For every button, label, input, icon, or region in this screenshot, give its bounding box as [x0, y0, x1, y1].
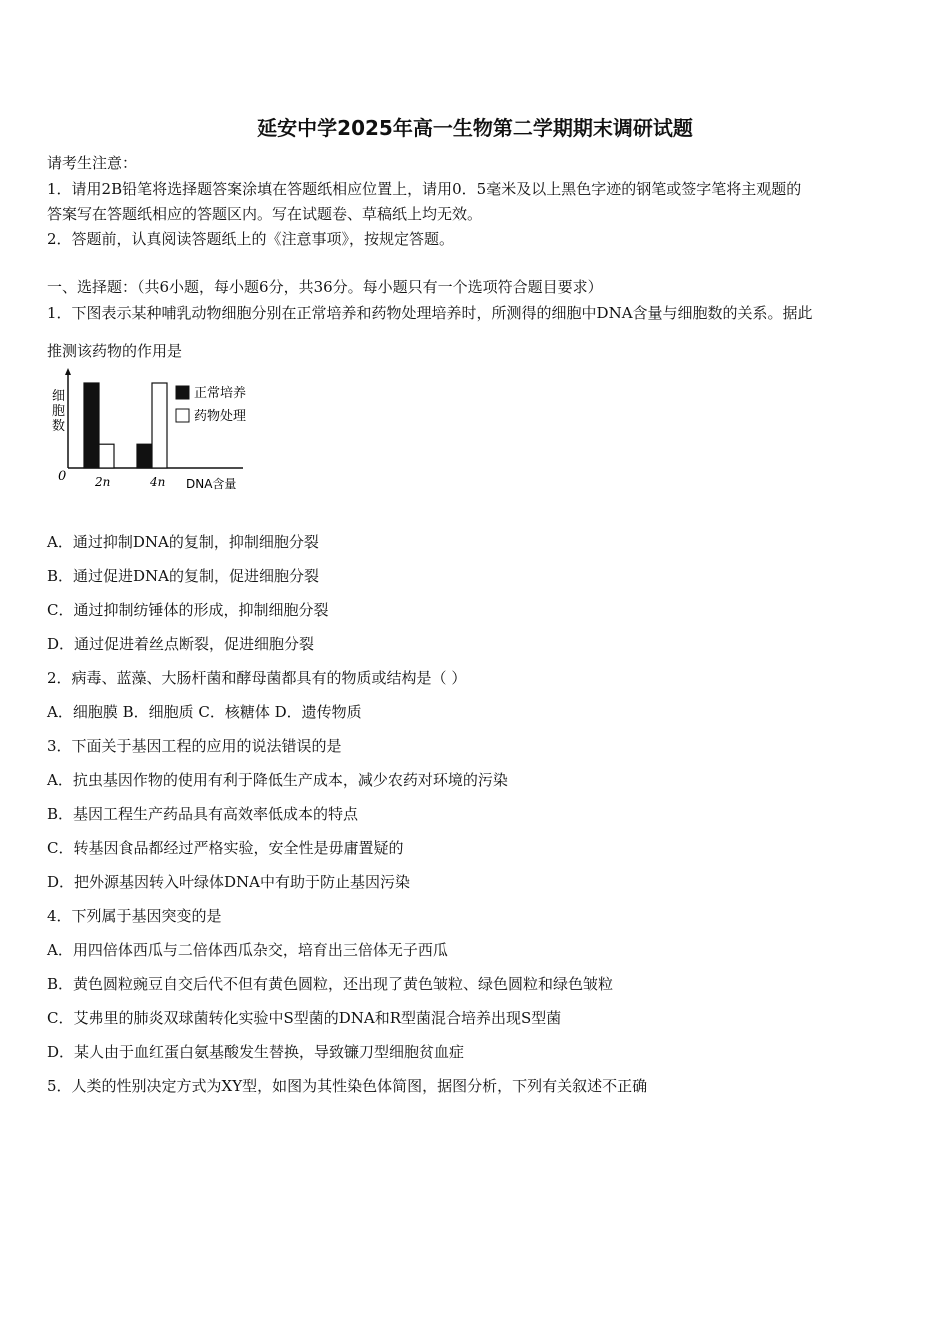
notice-item-1-line-2: 答案写在答题纸相应的答题区内。写在试题卷、草稿纸上均无效。 — [47, 205, 483, 223]
legend-swatch-drug — [176, 409, 189, 422]
q1-option-d: D．通过促进着丝点断裂，促进细胞分裂 — [47, 635, 315, 653]
q3-option-c: C．转基因食品都经过严格实验，安全性是毋庸置疑的 — [47, 839, 404, 857]
q1-option-b: B．通过促进DNA的复制，促进细胞分裂 — [47, 567, 320, 585]
x-tick-2n: 2n — [95, 475, 111, 489]
legend-label-normal: 正常培养 — [194, 386, 247, 401]
q2-options: A．细胞膜 B．细胞质 C．核糖体 D．遗传物质 — [47, 703, 362, 721]
q4-option-b: B．黄色圆粒豌豆自交后代不但有黄色圆粒，还出现了黄色皱粒、绿色圆粒和绿色皱粒 — [47, 975, 614, 993]
q1-stem-line-1: 1．下图表示某种哺乳动物细胞分别在正常培养和药物处理培养时，所测得的细胞中DNA含量与细胞数的关系。据此 — [47, 304, 813, 322]
notice-item-1-line-1: 1．请用2B铅笔将选择题答案涂填在答题纸相应位置上，请用0．5毫米及以上黑色字迹的钢笔或签字笔将主观题的 — [47, 180, 802, 198]
q1-option-a: A．通过抑制DNA的复制，抑制细胞分裂 — [47, 533, 319, 551]
x-tick-4n: 4n — [150, 475, 166, 489]
q3-option-a: A．抗虫基因作物的使用有利于降低生产成本，减少农药对环境的污染 — [47, 771, 508, 789]
section-heading: 一、选择题：（共6小题，每小题6分，共36分。每小题只有一个选项符合题目要求） — [47, 278, 603, 296]
dna-content-chart — [48, 366, 268, 496]
legend-swatch-normal — [176, 386, 189, 399]
q1-option-c: C．通过抑制纺锤体的形成，抑制细胞分裂 — [47, 601, 329, 619]
q3-stem: 3．下面关于基因工程的应用的说法错误的是 — [47, 737, 342, 755]
q2-stem: 2．病毒、蓝藻、大肠杆菌和酵母菌都具有的物质或结构是（ ） — [47, 669, 467, 687]
bar-drug-2n — [99, 444, 114, 468]
bar-normal-2n — [84, 383, 99, 468]
legend-label-drug: 药物处理 — [194, 409, 247, 424]
origin-label: 0 — [58, 469, 67, 484]
y-axis-arrow — [65, 368, 71, 375]
notice-item-2: 2．答题前，认真阅读答题纸上的《注意事项》，按规定答题。 — [47, 230, 455, 248]
page-title: 延安中学2025年高一生物第二学期期末调研试题 — [257, 116, 693, 140]
x-axis-label: DNA含量 — [186, 477, 237, 491]
q1-stem-line-2: 推测该药物的作用是 — [47, 342, 183, 360]
bar-drug-4n — [152, 383, 167, 468]
y-axis-label: 细胞数 — [52, 389, 66, 434]
q3-option-b: B．基因工程生产药品具有高效率低成本的特点 — [47, 805, 359, 823]
q4-option-a: A．用四倍体西瓜与二倍体西瓜杂交，培育出三倍体无子西瓜 — [47, 941, 448, 959]
notice-heading: 请考生注意： — [47, 154, 138, 172]
q4-option-d: D．某人由于血红蛋白氨基酸发生替换，导致镰刀型细胞贫血症 — [47, 1043, 465, 1061]
q5-stem: 5．人类的性别决定方式为XY型，如图为其性染色体简图，据图分析，下列有关叙述不正确 — [47, 1077, 648, 1095]
q4-stem: 4．下列属于基因突变的是 — [47, 907, 222, 925]
q3-option-d: D．把外源基因转入叶绿体DNA中有助于防止基因污染 — [47, 873, 411, 891]
q4-option-c: C．艾弗里的肺炎双球菌转化实验中S型菌的DNA和R型菌混合培养出现S型菌 — [47, 1009, 562, 1027]
bar-normal-4n — [137, 444, 152, 468]
